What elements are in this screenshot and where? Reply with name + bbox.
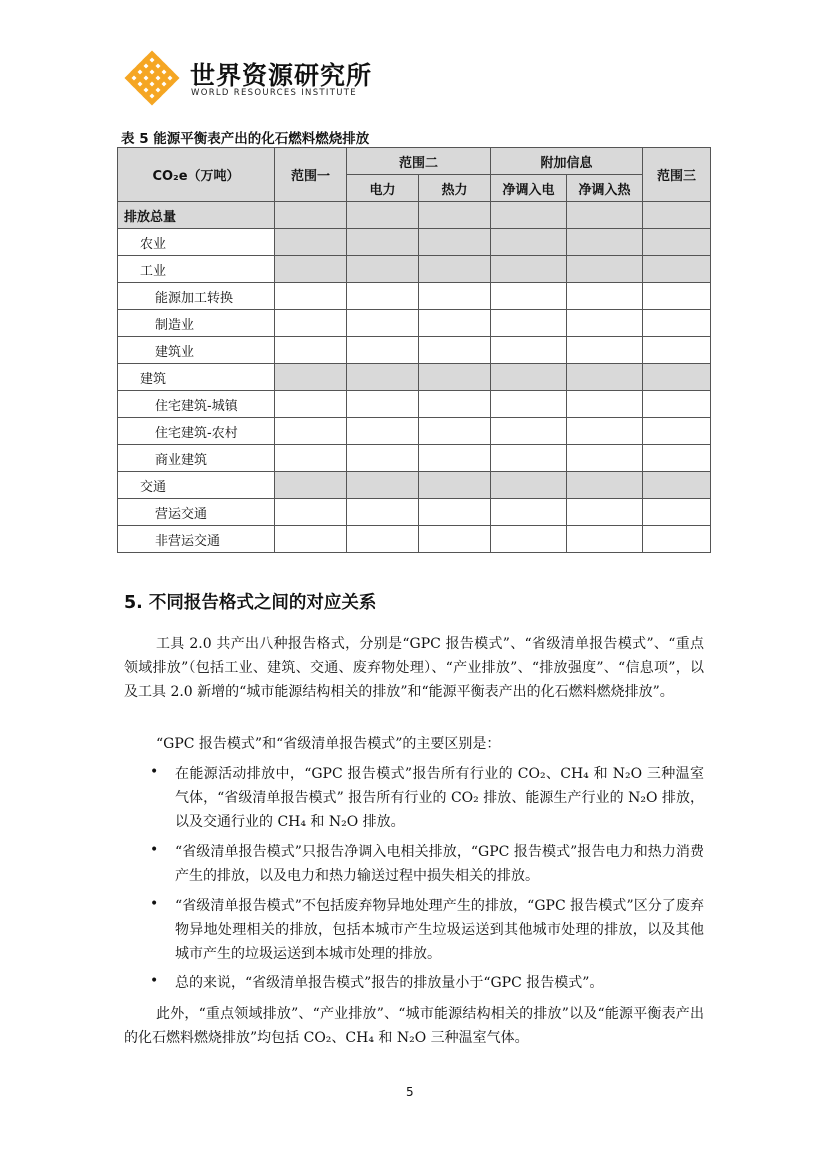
table-row — [118, 445, 711, 472]
paragraph-2: “GPC 报告模式”和“省级清单报告模式”的主要区别是： — [156, 736, 501, 752]
bullet-icon: • — [150, 842, 159, 858]
bullet-item: 总的来说，“省级清单报告模式”报告的排放量小于“GPC 报告模式”。 — [175, 975, 604, 991]
header-heat: 热力 — [419, 175, 491, 202]
header-net-import-elec: 净调入电 — [491, 175, 567, 202]
row-label: 排放总量 — [118, 202, 275, 229]
wri-knot-logo-icon — [124, 50, 180, 106]
table-row — [118, 310, 711, 337]
table-row — [118, 391, 711, 418]
header-unit: CO₂e（万吨） — [118, 148, 275, 202]
paragraph-1: 工具 2.0 共产出八种报告格式，分别是“GPC 报告模式”、“省级清单报告模式”、“重点领域排放”（包括工业、建筑、交通、废弃物处理）、“产业排放”、“排放强度”、“信息项”，以及工具 2.0 新增的“城市能源结构相关的排放”和“能源平衡表产出的化石燃料燃烧排放”。 — [124, 636, 704, 700]
bullet-icon: • — [150, 764, 159, 780]
table-row — [118, 364, 711, 391]
row-label: 商业建筑 — [118, 445, 275, 472]
table-row — [118, 526, 711, 553]
row-label: 工业 — [118, 256, 275, 283]
table-row — [118, 202, 711, 229]
table-row — [118, 337, 711, 364]
table-row — [118, 283, 711, 310]
table-row — [118, 499, 711, 526]
row-label: 交通 — [118, 472, 275, 499]
bullet-item: “省级清单报告模式”不包括废弃物异地处理产生的排放，“GPC 报告模式”区分了废弃物异地处理相关的排放，包括本城市产生垃圾运送到其他城市处理的排放，以及其他城市产生的垃圾运送到本城市处理的排放。 — [175, 898, 704, 962]
org-name-en: WORLD RESOURCES INSTITUTE — [191, 88, 357, 98]
header-scope1: 范围一 — [275, 148, 347, 202]
page-number: 5 — [406, 1085, 414, 1099]
bullet-item: 在能源活动排放中，“GPC 报告模式”报告所有行业的 CO₂、CH₄ 和 N₂O 三种温室气体，“省级清单报告模式” 报告所有行业的 CO₂ 排放、能源生产行业的 N₂O 排放，以及交通行业的 CH₄ 和 N₂O 排放。 — [175, 766, 704, 830]
section-title: 5. 不同报告格式之间的对应关系 — [124, 593, 377, 613]
row-label: 建筑 — [118, 364, 275, 391]
row-label: 能源加工转换 — [118, 283, 275, 310]
bullet-item: “省级清单报告模式”只报告净调入电相关排放，“GPC 报告模式”报告电力和热力消费产生的排放，以及电力和热力输送过程中损失相关的排放。 — [175, 844, 704, 884]
org-name-cn: 世界资源研究所 — [190, 61, 373, 90]
bullet-icon: • — [150, 896, 159, 912]
bullet-icon: • — [150, 973, 159, 989]
header-scope2: 范围二 — [347, 148, 491, 175]
row-label: 非营运交通 — [118, 526, 275, 553]
row-label: 制造业 — [118, 310, 275, 337]
table-caption: 表 5 能源平衡表产出的化石燃料燃烧排放 — [121, 131, 370, 147]
row-label: 农业 — [118, 229, 275, 256]
header-electricity: 电力 — [347, 175, 419, 202]
row-label: 住宅建筑-农村 — [118, 418, 275, 445]
table-row — [118, 418, 711, 445]
table-row — [118, 229, 711, 256]
emissions-table — [117, 147, 711, 553]
paragraph-3: 此外，“重点领域排放”、“产业排放”、“城市能源结构相关的排放”以及“能源平衡表产出的化石燃料燃烧排放”均包括 CO₂、CH₄ 和 N₂O 三种温室气体。 — [124, 1006, 704, 1046]
row-label: 住宅建筑-城镇 — [118, 391, 275, 418]
header-net-import-heat: 净调入热 — [567, 175, 643, 202]
header-additional: 附加信息 — [491, 148, 643, 175]
row-label: 建筑业 — [118, 337, 275, 364]
header-scope3: 范围三 — [643, 148, 711, 202]
row-label: 营运交通 — [118, 499, 275, 526]
wri-logo — [124, 50, 384, 108]
table-row — [118, 472, 711, 499]
table-row — [118, 256, 711, 283]
